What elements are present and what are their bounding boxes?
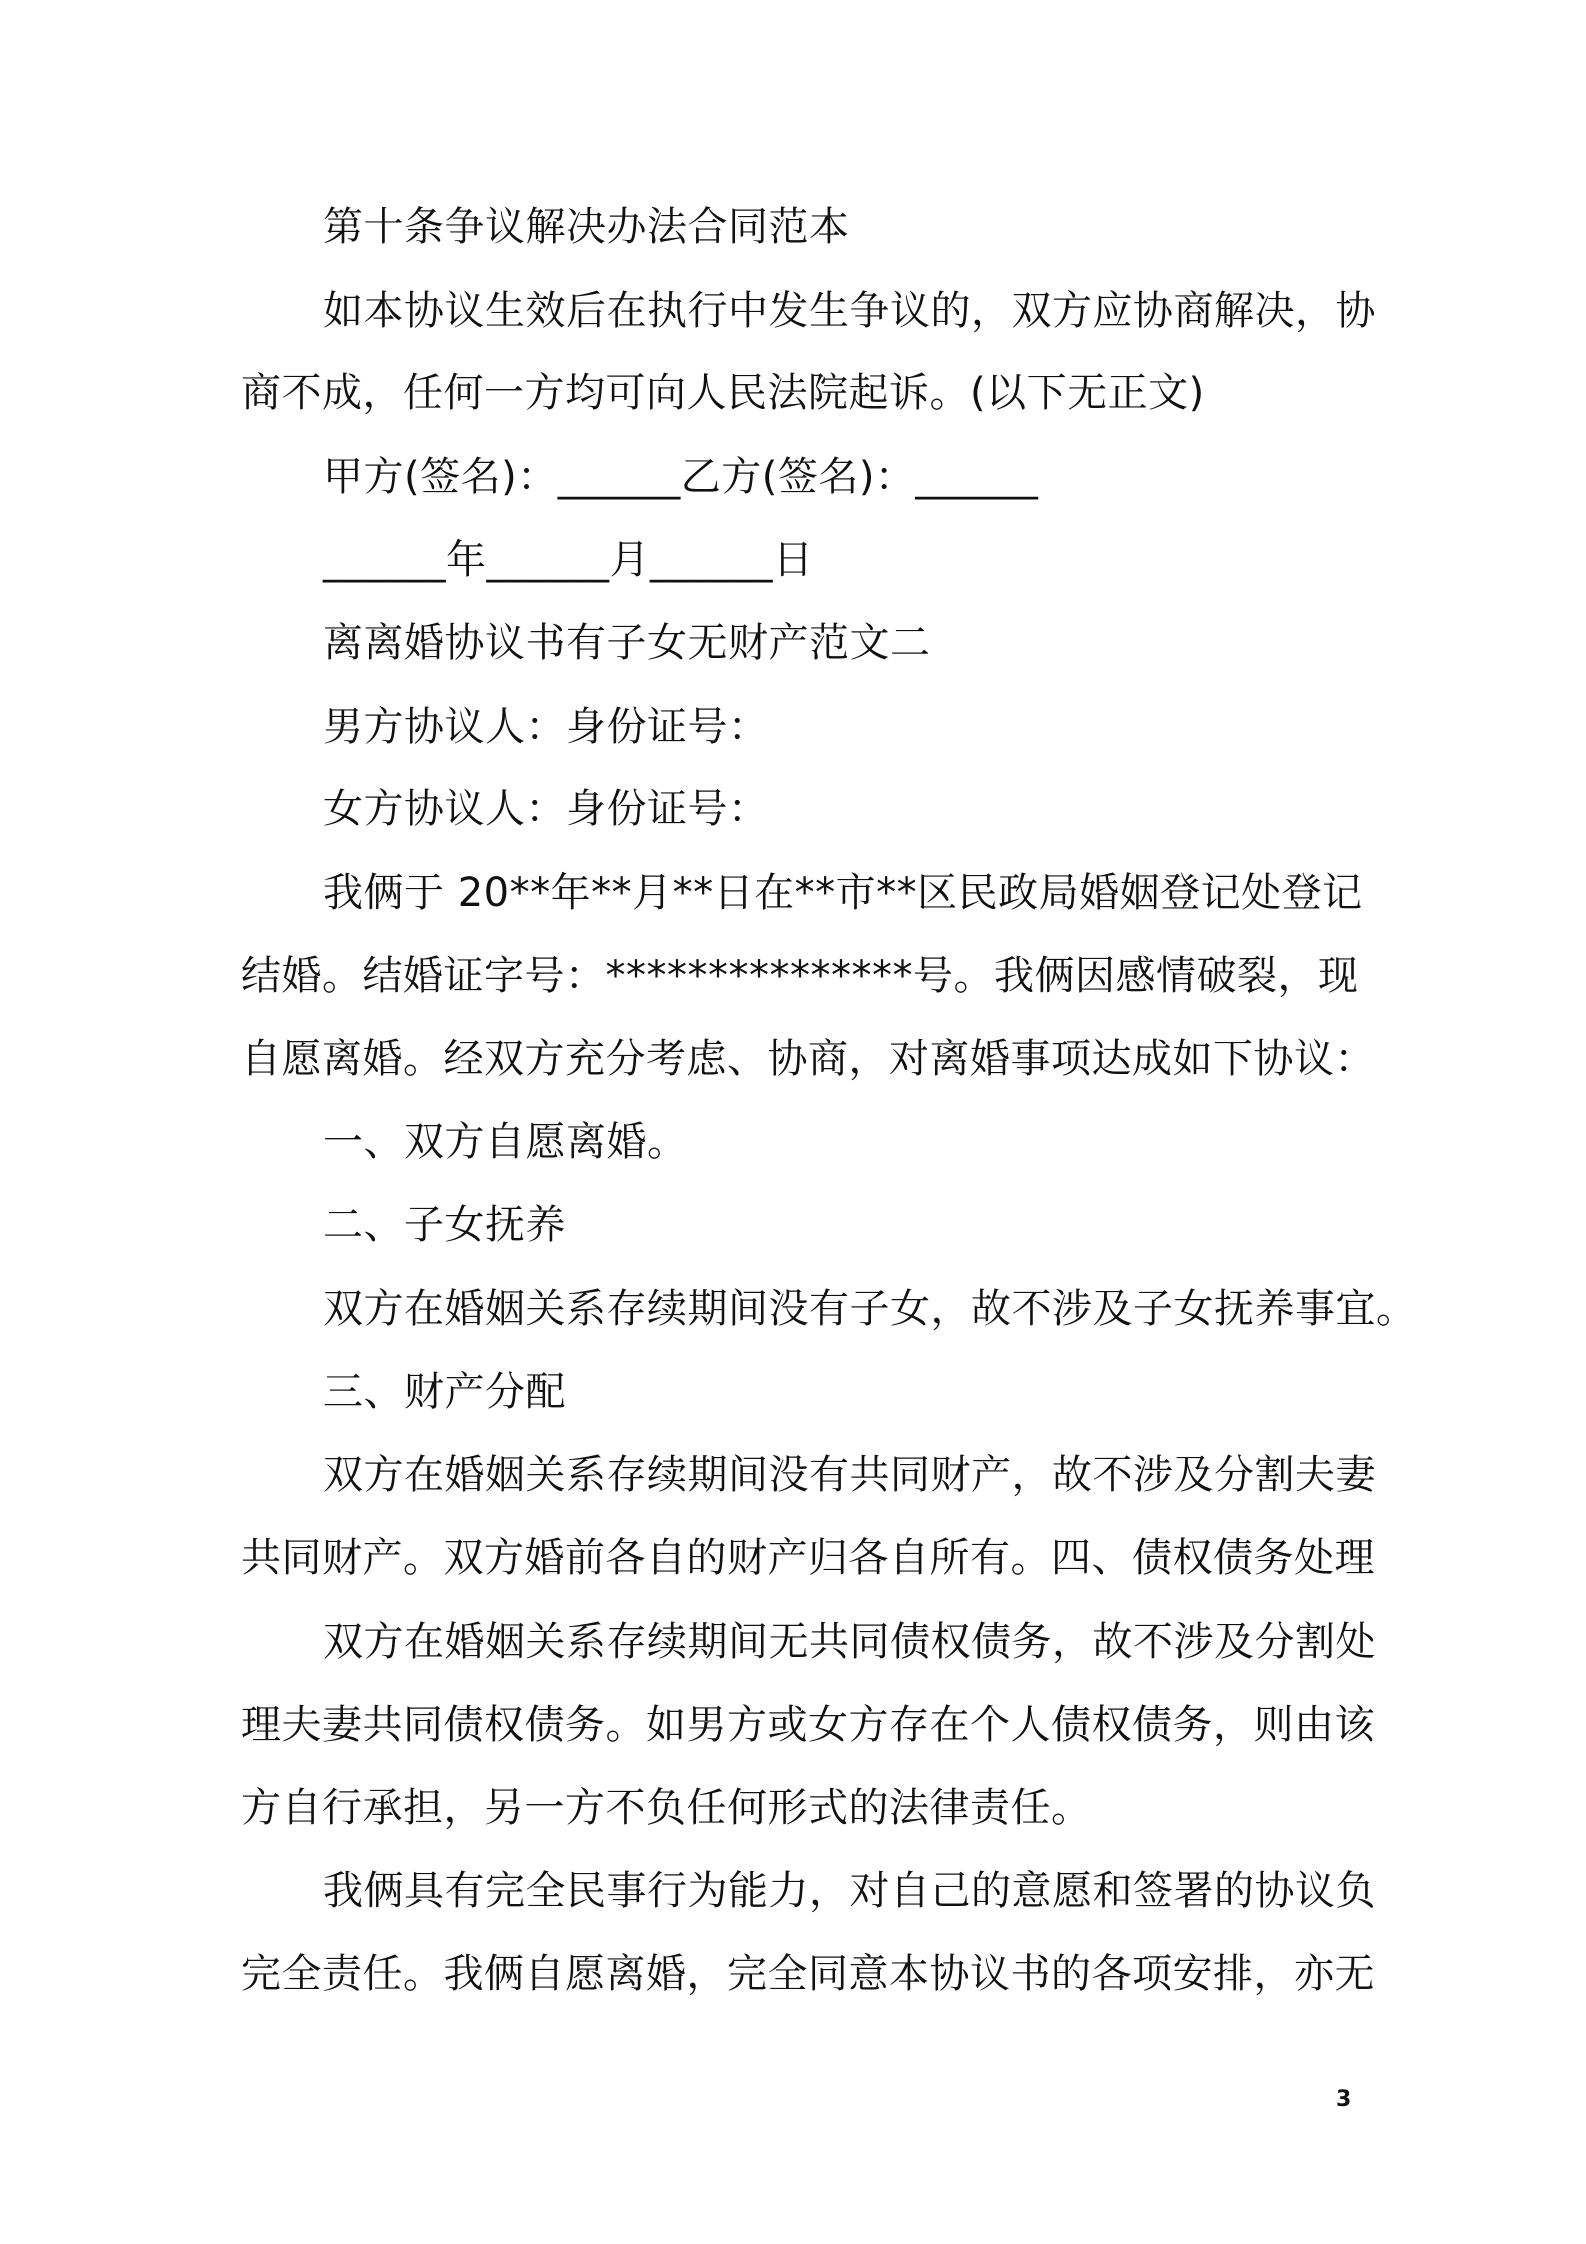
paragraph-line: 完全责任。我俩自愿离婚，完全同意本协议书的各项安排，亦无 — [241, 1951, 1375, 1997]
paragraph-line: 我俩具有完全民事行为能力，对自己的意愿和签署的协议负 — [323, 1868, 1376, 1914]
clause-heading: 三、财产分配 — [323, 1369, 566, 1415]
paragraph-line: 方自行承担，另一方不负任何形式的法律责任。 — [241, 1785, 1092, 1831]
female-party-line: 女方协议人：身份证号： — [323, 786, 769, 832]
paragraph-line: 如本协议生效后在执行中发生争议的，双方应协商解决，协 — [323, 288, 1376, 334]
paragraph-line: 结婚。结婚证字号：***************号。我俩因感情破裂，现 — [241, 953, 1359, 999]
paragraph-line: 双方在婚姻关系存续期间无共同债权债务，故不涉及分割处 — [323, 1619, 1376, 1665]
paragraph-line: 自愿离婚。经双方充分考虑、协商，对离婚事项达成如下协议： — [241, 1036, 1375, 1082]
clause-heading: 二、子女抚养 — [323, 1202, 566, 1248]
paragraph-line: 商不成，任何一方均可向人民法院起诉。(以下无正文) — [241, 370, 1205, 416]
date-line: ______年______月______日 — [323, 537, 814, 583]
paragraph-line: 我俩于 20**年**月**日在**市**区民政局婚姻登记处登记 — [323, 870, 1363, 916]
page-number: 3 — [1336, 2087, 1352, 2112]
section-heading-dispute-resolution: 第十条争议解决办法合同范本 — [323, 204, 850, 250]
signature-line: 甲方(签名)：______乙方(签名)：______ — [323, 454, 1039, 500]
paragraph-line: 双方在婚姻关系存续期间没有共同财产，故不涉及分割夫妻 — [323, 1452, 1376, 1498]
document-subtitle: 离离婚协议书有子女无财产范文二 — [323, 620, 931, 666]
paragraph-line: 共同财产。双方婚前各自的财产归各自所有。四、债权债务处理 — [241, 1535, 1375, 1581]
paragraph-line: 理夫妻共同债权债务。如男方或女方存在个人债权债务，则由该 — [241, 1702, 1375, 1748]
clause-heading: 一、双方自愿离婚。 — [323, 1119, 688, 1165]
paragraph-line: 双方在婚姻关系存续期间没有子女，故不涉及子女抚养事宜。 — [323, 1286, 1417, 1332]
male-party-line: 男方协议人：身份证号： — [323, 704, 769, 750]
